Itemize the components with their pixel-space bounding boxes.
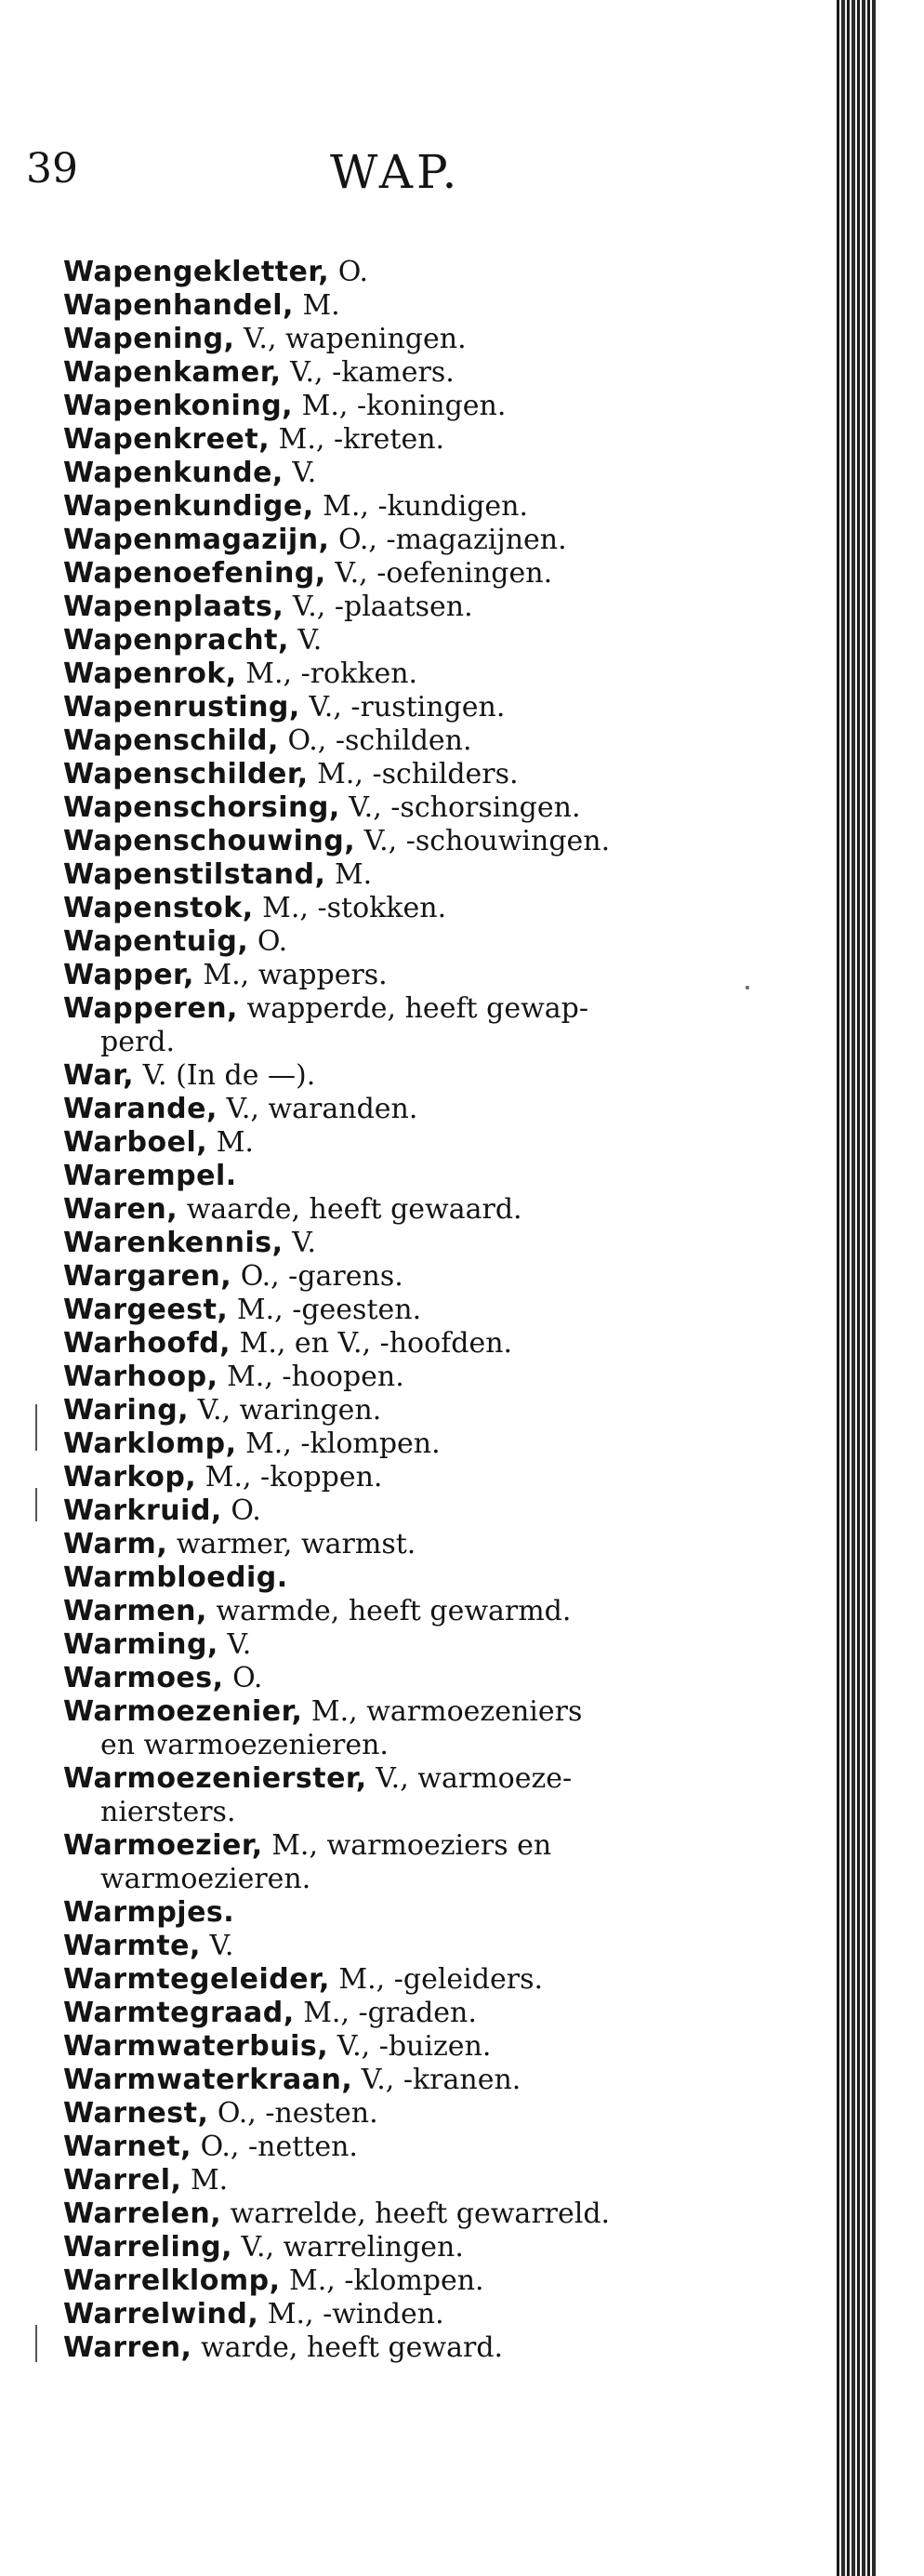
entry-definition: wapperde, heeft gewap- — [246, 992, 589, 1025]
dictionary-entry — [63, 1494, 733, 1528]
entry-headword: Warreling, — [63, 2231, 232, 2264]
dictionary-entry — [63, 1896, 733, 1930]
entry-headword: Wapenstok, — [63, 892, 254, 924]
dictionary-entry — [63, 256, 733, 289]
entry-definition: waarde, heeft gewaard. — [186, 1193, 522, 1226]
entry-headword: Warkruid, — [63, 1494, 222, 1527]
entry-definition: M. — [302, 289, 340, 322]
dictionary-entry — [63, 2198, 733, 2231]
entry-definition: V., -buizen. — [337, 2030, 492, 2063]
entry-definition: V. — [297, 624, 323, 657]
entry-definition: M., -hoopen. — [227, 1361, 404, 1393]
dictionary-entry — [63, 657, 733, 691]
dictionary-entry — [63, 323, 733, 356]
entry-continuation: niersters. — [100, 1796, 236, 1828]
entry-headword: Wapper, — [63, 959, 194, 991]
dictionary-entry — [63, 858, 733, 892]
entry-headword: Warmwaterkraan, — [63, 2064, 353, 2096]
entry-headword: Warmoezenierster, — [63, 1762, 367, 1795]
entry-definition: O. — [257, 925, 288, 958]
dictionary-entry — [63, 1059, 733, 1093]
dictionary-entry — [63, 524, 733, 557]
dictionary-entry — [63, 1461, 733, 1494]
entry-definition: M., en V., -hoofden. — [239, 1327, 513, 1360]
entry-definition: V., -schouwingen. — [363, 825, 611, 857]
dictionary-entry — [63, 1193, 733, 1227]
entry-headword: Wapperen, — [63, 992, 238, 1025]
entry-definition: V., warmoeze- — [376, 1762, 573, 1795]
dictionary-entry — [63, 925, 733, 959]
entry-headword: Wapenkreet, — [63, 423, 271, 456]
entry-headword: Warmoezenier, — [63, 1695, 303, 1728]
entry-headword: Wapenoefening, — [63, 557, 326, 590]
entry-headword: Waring, — [63, 1394, 190, 1427]
entry-definition: V. — [227, 1628, 252, 1661]
dictionary-entry — [63, 959, 733, 992]
entry-headword: Warm, — [63, 1528, 168, 1560]
entry-headword: Wapenrok, — [63, 657, 237, 690]
entry-headword: Warrelwind, — [63, 2298, 259, 2330]
entry-headword: Warren, — [63, 2331, 192, 2364]
entry-headword: Wapenkunde, — [63, 457, 284, 489]
entry-headword: Warmtegeleider, — [63, 1963, 330, 1996]
page-number: 39 — [26, 145, 78, 193]
dictionary-entry — [63, 791, 733, 825]
dictionary-entry — [63, 1930, 733, 1963]
entry-headword: Warmbloedig. — [63, 1561, 288, 1594]
entry-definition: M., -kundigen. — [323, 490, 529, 523]
entry-definition: M., -stokken. — [262, 892, 447, 924]
entry-headword: Warrelen, — [63, 2198, 222, 2230]
entry-definition: M., -geesten. — [236, 1294, 422, 1326]
entry-headword: Warmtegraad, — [63, 1997, 295, 2029]
entry-definition: V., waranden. — [226, 1093, 418, 1125]
dictionary-entry — [63, 691, 733, 724]
entry-headword: Warrel, — [63, 2164, 182, 2197]
entry-definition: O. — [231, 1494, 261, 1527]
dictionary-entry — [63, 2164, 733, 2198]
print-speck — [746, 986, 749, 989]
dictionary-entry — [63, 1963, 733, 1997]
entry-headword: Wapenpracht, — [63, 624, 289, 657]
entry-headword: Wapenschild, — [63, 724, 279, 757]
entry-definition: warde, heeft geward. — [201, 2331, 504, 2364]
dictionary-entry — [63, 591, 733, 624]
entry-headword: Wapenplaats, — [63, 591, 284, 623]
entry-definition: warrelde, heeft gewarreld. — [230, 2198, 611, 2230]
dictionary-entry — [63, 758, 733, 791]
entry-definition: M., -koningen. — [301, 390, 507, 422]
entry-definition: warmde, heeft gewarmd. — [216, 1595, 572, 1627]
entry-definition: O. — [232, 1662, 263, 1694]
dictionary-entry — [63, 1260, 733, 1294]
margin-rule — [35, 1404, 37, 1451]
entry-headword: Wapenschilder, — [63, 758, 309, 790]
entry-definition: M., -koppen. — [205, 1461, 383, 1494]
dictionary-entry — [63, 2097, 733, 2131]
entry-headword: Warming, — [63, 1628, 218, 1661]
entry-definition: V., -kamers. — [290, 356, 455, 389]
entry-definition: O. — [337, 256, 369, 288]
entry-headword: Warhoofd, — [63, 1327, 231, 1360]
margin-rule — [35, 2325, 37, 2362]
entry-definition: O., -magazijnen. — [338, 524, 567, 556]
dictionary-entry — [63, 1093, 733, 1126]
entry-definition: M., -rokken. — [245, 657, 418, 690]
dictionary-entry — [63, 557, 733, 591]
dictionary-entry — [63, 1662, 733, 1695]
entry-headword: Warhoop, — [63, 1361, 218, 1393]
entry-definition: M., -klompen. — [245, 1427, 441, 1460]
entry-definition: V. — [292, 457, 317, 489]
entry-definition: M., -schilders. — [317, 758, 519, 790]
entry-headword: Wapengekletter, — [63, 256, 330, 288]
dictionary-entry — [63, 423, 733, 457]
dictionary-entry — [63, 2131, 733, 2164]
dictionary-entry — [63, 1829, 733, 1896]
entry-definition: V., warrelingen. — [241, 2231, 464, 2264]
dictionary-entry — [63, 2064, 733, 2097]
entry-definition: M. — [334, 858, 373, 891]
entry-definition: V. — [292, 1227, 317, 1259]
entry-headword: Warmen, — [63, 1595, 207, 1627]
entry-headword: Wargeest, — [63, 1294, 229, 1326]
dictionary-entry-list — [63, 256, 733, 2365]
entry-definition: M., warmoezeniers — [310, 1695, 583, 1728]
dictionary-entry — [63, 490, 733, 524]
dictionary-entry — [63, 1361, 733, 1394]
entry-definition: V., -schorsingen. — [349, 791, 581, 824]
dictionary-entry — [63, 2298, 733, 2331]
entry-headword: Warenkennis, — [63, 1227, 284, 1259]
entry-definition: M., -kreten. — [278, 423, 445, 456]
entry-headword: Wapening, — [63, 323, 235, 355]
entry-headword: Warboel, — [63, 1126, 208, 1159]
dictionary-entry — [63, 1227, 733, 1260]
entry-definition: V., -plaatsen. — [292, 591, 473, 623]
entry-headword: Wapenrusting, — [63, 691, 300, 724]
entry-headword: Warrelklomp, — [63, 2264, 281, 2297]
entry-headword: Warnest, — [63, 2097, 209, 2130]
entry-headword: Wapenschorsing, — [63, 791, 340, 824]
entry-headword: Wapenhandel, — [63, 289, 294, 322]
entry-headword: Wapenkundige, — [63, 490, 314, 523]
dictionary-entry — [63, 1126, 733, 1160]
dictionary-entry — [63, 724, 733, 758]
dictionary-entry — [63, 1327, 733, 1361]
dictionary-entry — [63, 1762, 733, 1829]
dictionary-entry — [63, 624, 733, 657]
dictionary-entry — [63, 2264, 733, 2298]
dictionary-entry — [63, 825, 733, 858]
entry-headword: Warklomp, — [63, 1427, 237, 1460]
entry-definition: warmer, warmst. — [176, 1528, 416, 1560]
entry-headword: Warmoezier, — [63, 1829, 263, 1862]
dictionary-entry — [63, 289, 733, 323]
dictionary-entry — [63, 390, 733, 423]
entry-definition: V., -kranen. — [361, 2064, 521, 2096]
running-head: WAP. — [330, 145, 461, 199]
entry-headword: Waren, — [63, 1193, 178, 1226]
entry-definition: M. — [190, 2164, 229, 2197]
dictionary-entry — [63, 356, 733, 390]
entry-definition: O., -schilden. — [287, 724, 472, 757]
entry-headword: Wapenkoning, — [63, 390, 294, 422]
entry-headword: Wargaren, — [63, 1260, 232, 1293]
entry-definition: M. — [216, 1126, 254, 1159]
entry-headword: Warmte, — [63, 1930, 201, 1962]
entry-definition: O., -garens. — [240, 1260, 403, 1293]
dictionary-entry — [63, 1695, 733, 1762]
entry-definition: M., -klompen. — [289, 2264, 484, 2297]
dictionary-entry — [63, 1997, 733, 2030]
entry-continuation: warmoezieren. — [100, 1863, 311, 1895]
entry-headword: Warmwaterbuis, — [63, 2030, 329, 2063]
dictionary-entry — [63, 1294, 733, 1327]
dictionary-entry — [63, 992, 733, 1059]
entry-headword: Wapentuig, — [63, 925, 249, 958]
entry-definition: O., -netten. — [200, 2131, 358, 2163]
dictionary-entry — [63, 1528, 733, 1561]
entry-definition: V., wapeningen. — [244, 323, 467, 355]
dictionary-entry — [63, 2231, 733, 2264]
dictionary-entry — [63, 2331, 733, 2365]
entry-definition: V., -oefeningen. — [335, 557, 553, 590]
dictionary-entry — [63, 1595, 733, 1628]
book-binding-edge — [837, 0, 876, 2576]
entry-definition: M., wappers. — [203, 959, 388, 991]
entry-headword: War, — [63, 1059, 135, 1092]
entry-definition: V. (In de —). — [142, 1059, 316, 1092]
margin-rule — [35, 1488, 37, 1521]
entry-definition: M., warmoeziers en — [271, 1829, 552, 1862]
dictionary-entry — [63, 2030, 733, 2064]
entry-definition: M., -geleiders. — [338, 1963, 544, 1996]
entry-definition: M., -winden. — [267, 2298, 444, 2330]
entry-definition: V. — [209, 1930, 234, 1962]
dictionary-entry — [63, 892, 733, 925]
entry-headword: Wapenkamer, — [63, 356, 282, 389]
entry-continuation: en warmoezenieren. — [100, 1729, 389, 1761]
entry-headword: Wapenmagazijn, — [63, 524, 330, 556]
entry-continuation: perd. — [100, 1026, 176, 1058]
entry-headword: Warempel. — [63, 1160, 237, 1192]
entry-headword: Wapenschouwing, — [63, 825, 356, 857]
entry-headword: Warmoes, — [63, 1662, 224, 1694]
dictionary-entry — [63, 1160, 733, 1193]
dictionary-entry — [63, 1628, 733, 1662]
entry-definition: V., -rustingen. — [309, 691, 506, 724]
entry-headword: Warnet, — [63, 2131, 192, 2163]
entry-definition: O., -nesten. — [217, 2097, 378, 2130]
dictionary-entry — [63, 1394, 733, 1427]
dictionary-entry — [63, 457, 733, 490]
dictionary-entry — [63, 1561, 733, 1595]
dictionary-entry — [63, 1427, 733, 1461]
entry-headword: Warmpjes. — [63, 1896, 235, 1929]
entry-headword: Wapenstilstand, — [63, 858, 326, 891]
entry-headword: Warkop, — [63, 1461, 197, 1494]
entry-headword: Warande, — [63, 1093, 218, 1125]
entry-definition: V., waringen. — [197, 1394, 382, 1427]
entry-definition: M., -graden. — [303, 1997, 477, 2029]
